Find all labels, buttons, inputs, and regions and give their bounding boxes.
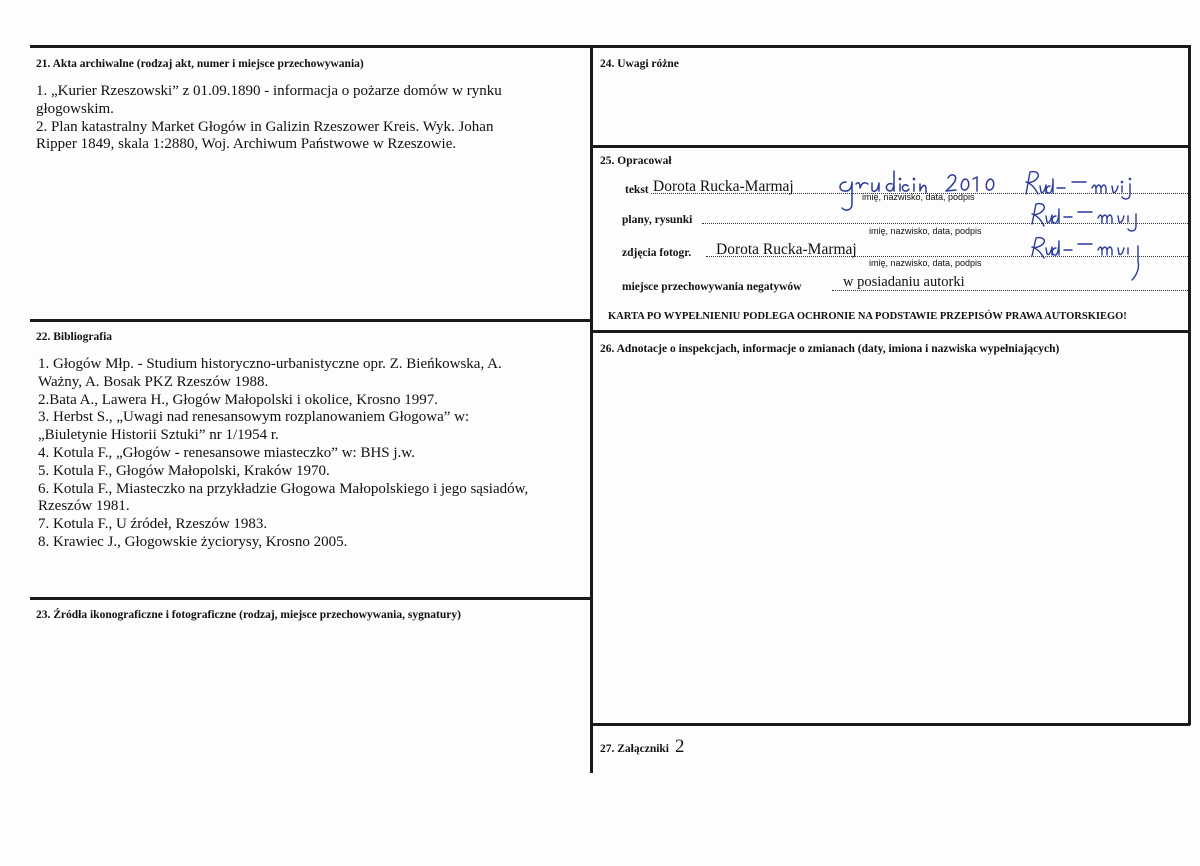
section-21-heading: 21. Akta archiwalne (rodzaj akt, numer i miejsce przechowywania)	[36, 58, 364, 70]
zdjecia-label: zdjęcia fotogr.	[622, 247, 692, 259]
archival-line: Ripper 1849, skala 1:2880, Woj. Archiwum Państwowe w Rzeszowie.	[36, 136, 457, 153]
bibliography-line: 7. Kotula F., U źródeł, Rzeszów 1983.	[38, 516, 268, 533]
handwritten-date	[832, 166, 1012, 214]
bibliography-line: 1. Głogów Młp. - Studium historyczno-urbanistyczne opr. Z. Bieńkowska, A.	[38, 356, 502, 372]
bibliography-line: 4. Kotula F., „Głogów - renesansowe miasteczko” w: BHS j.w.	[38, 444, 415, 461]
tekst-author: Dorota Rucka-Marmaj	[653, 178, 794, 195]
section-22-heading: 22. Bibliografia	[36, 331, 113, 343]
bibliography-line: 6. Kotula F., Miasteczko na przykładzie Głogowa Małopolskiego i jego sąsiadów,	[38, 480, 529, 497]
section-26-heading: 26. Adnotacje o inspekcjach, informacje o zmianach (daty, imiona i nazwiska wypełniających)	[600, 343, 1060, 355]
archival-line: 1. „Kurier Rzeszowski” z 01.09.1890 - informacja o pożarze domów w rynku	[36, 83, 502, 99]
section-23-heading: 23. Źródła ikonograficzne i fotograficzne (rodzaj, miejsce przechowywania, sygnatury)	[36, 609, 461, 621]
archival-line: 2. Plan katastralny Market Głogów in Galizin Rzeszower Kreis. Wyk. Johan	[36, 118, 494, 135]
top-border	[30, 45, 1190, 48]
right-divider-26-27	[592, 723, 1190, 726]
signature-zdjecia	[1026, 234, 1166, 284]
bibliography-line: Ważny, A. Bosak PKZ Rzeszów 1988.	[38, 373, 269, 390]
plany-caption: imię, nazwisko, data, podpis	[869, 226, 982, 236]
signature-tekst	[1020, 168, 1180, 202]
bibliography-line: Rzeszów 1981.	[38, 498, 130, 515]
archival-line: głogowskim.	[36, 100, 114, 117]
copyright-notice: KARTA PO WYPEŁNIENIU PODLEGA OCHRONIE NA PODSTAWIE PRZEPISÓW PRAWA AUTORSKIEGO!	[608, 311, 1127, 322]
signature-plany	[1028, 200, 1168, 234]
bibliography-line: 2.Bata A., Lawera H., Głogów Małopolski i okolice, Krosno 1997.	[38, 391, 438, 408]
right-divider-25-26	[592, 330, 1190, 333]
attachments-label: 27. Załączniki	[600, 743, 670, 755]
negatywy-label: miejsce przechowywania negatywów	[622, 281, 802, 293]
bibliography-line: 8. Krawiec J., Głogowskie życiorysy, Krosno 2005.	[38, 533, 348, 550]
zdjecia-author: Dorota Rucka-Marmaj	[716, 241, 857, 258]
left-divider-22-23	[30, 597, 592, 600]
negatywy-location: w posiadaniu autorki	[843, 274, 965, 290]
bibliography-line: 3. Herbst S., „Uwagi nad renesansowym rozplanowaniem Głogowa” w:	[38, 409, 470, 426]
section-27-heading	[600, 736, 685, 758]
center-divider	[590, 45, 593, 773]
bibliography-list	[38, 356, 580, 552]
tekst-caption: imię, nazwisko, data, podpis	[862, 192, 975, 202]
right-divider-24-25	[592, 145, 1190, 148]
section-24-heading: 24. Uwagi różne	[600, 58, 679, 70]
plany-label: plany, rysunki	[622, 214, 693, 226]
bibliography-line: „Biuletynie Historii Sztuki” nr 1/1954 r.	[38, 427, 279, 444]
bibliography-line: 5. Kotula F., Głogów Małopolski, Kraków 1970.	[38, 462, 330, 479]
section-21-content	[36, 83, 576, 154]
zdjecia-caption: imię, nazwisko, data, podpis	[869, 258, 982, 268]
attachments-count: 2	[675, 736, 685, 757]
section-25-heading: 25. Opracował	[600, 155, 672, 167]
tekst-label: tekst	[625, 184, 649, 196]
left-divider-21-22	[30, 319, 592, 322]
